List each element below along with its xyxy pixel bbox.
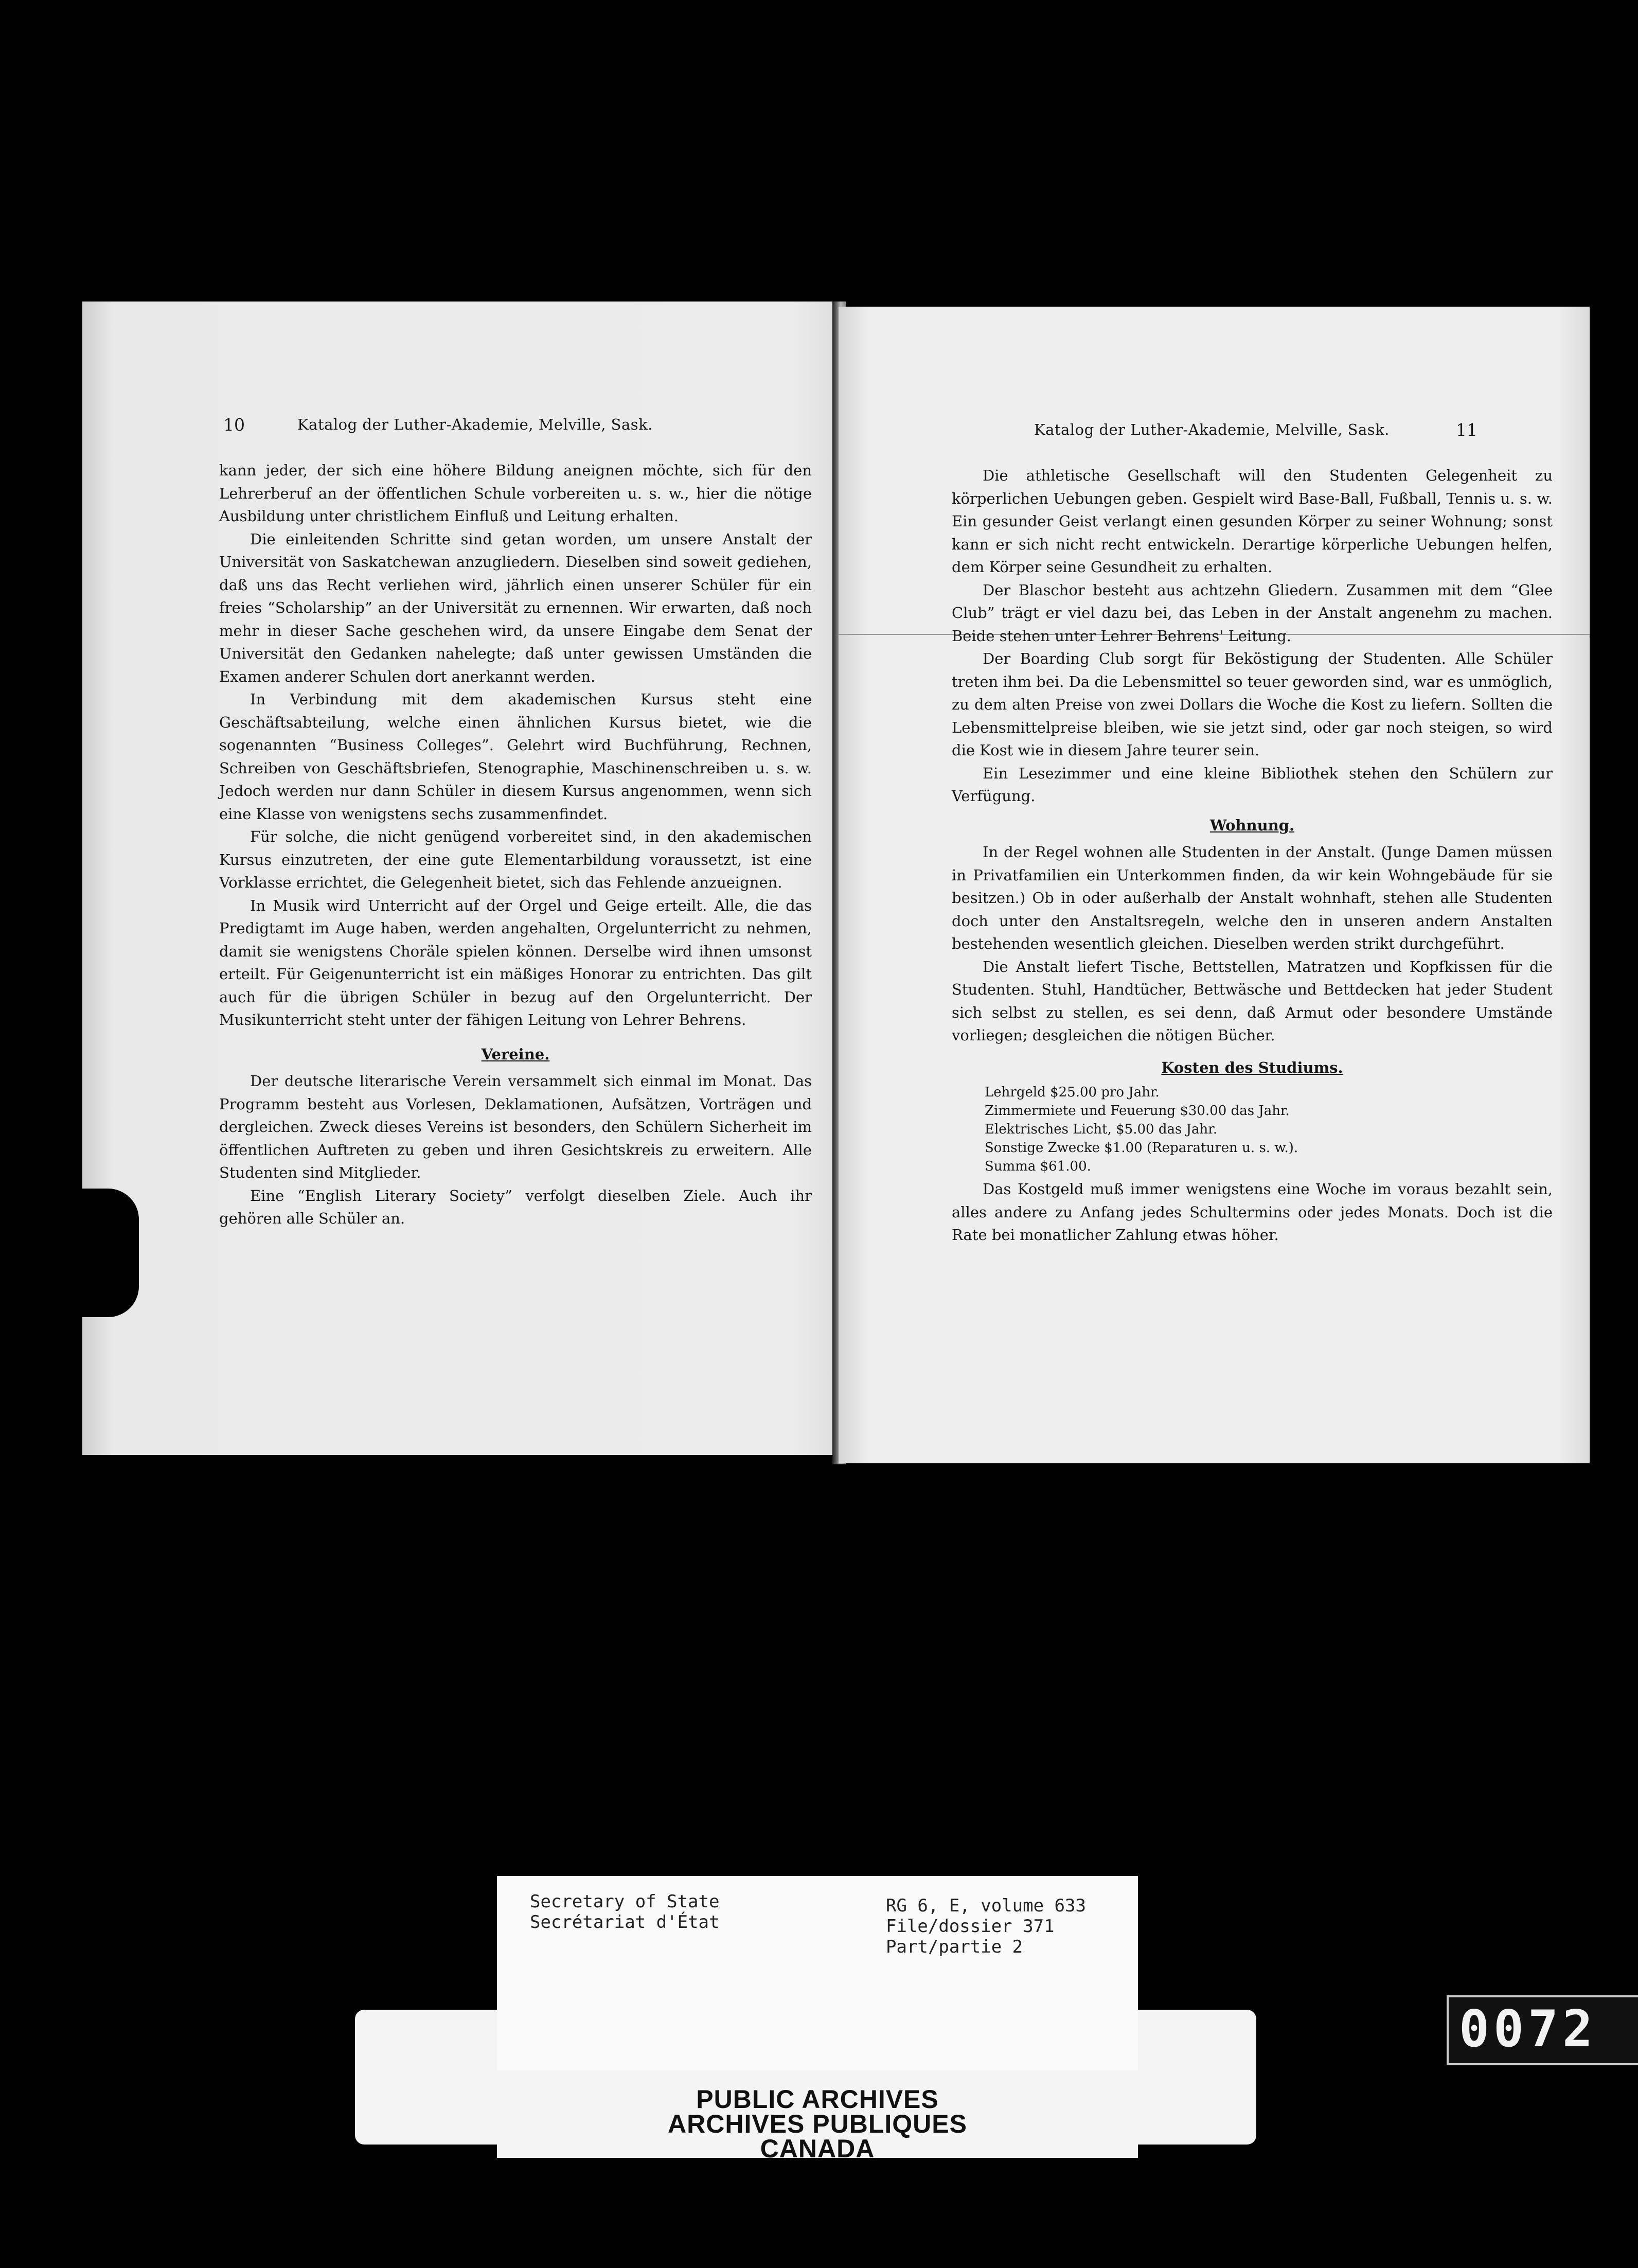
paragraph: Der deutsche literarische Verein versammelt sich einmal im Monat. Das Programm besteht aus Vorlesen, Deklamationen, Aufsätzen, Vorträgen und dergleichen. Zweck dieses Vereins ist besonders, den Schülern Sicherheit im öffentlichen Auftreten zu geben und ihren Gesichtskreis zu erweitern. Alle Studenten sind Mitglieder. bbox=[219, 1072, 812, 1181]
archive-stamp bbox=[497, 2070, 1138, 2163]
paragraph: Der Blaschor besteht aus achtzehn Gliedern. Zusammen mit dem “Glee Club” trägt er viel dazu bei, das Leben in der Anstalt angenehm zu machen. Beide stehen unter Lehrer Behrens' Leitung. bbox=[952, 581, 1553, 645]
paragraph: kann jeder, der sich eine höhere Bildung aneignen möchte, sich für den Lehrerberuf an der öffentlichen Schule vorbereiten u. s. w., hier die nötige Ausbildung unter christlichem Einfluß und Leitung erhalten. bbox=[219, 462, 812, 525]
section-heading-vereine: Vereine. bbox=[481, 1045, 550, 1063]
department-fr: Secrétariat d'État bbox=[530, 1912, 720, 1933]
paragraph: Die athletische Gesellschaft will den Studenten Gelegenheit zu körperlichen Uebungen geben. Gespielt wird Base-Ball, Fußball, Tennis u. s. w. Ein gesunder Geist verlangt einen gesunden Körper zu seiner Wohnung; sonst kann er sich nicht recht entwickeln. Derartige körperliche Uebungen helfen, dem Körper seine Gesundheit zu erhalten. bbox=[952, 467, 1553, 576]
cost-item: Sonstige Zwecke $1.00 (Reparaturen u. s. w.). bbox=[985, 1140, 1298, 1156]
part-reference: Part/partie 2 bbox=[886, 1937, 1023, 1957]
binding-clip bbox=[77, 1189, 139, 1317]
section-heading-wohnung: Wohnung. bbox=[1209, 816, 1295, 834]
right-page bbox=[839, 307, 1590, 1463]
cost-item: Zimmermiete und Feuerung $30.00 das Jahr. bbox=[985, 1103, 1290, 1119]
record-group-reference: RG 6, E, volume 633 bbox=[886, 1895, 1086, 1916]
paragraph: Der Boarding Club sorgt für Beköstigung der Studenten. Alle Schüler treten ihm bei. Da die Lebensmittel so teuer geworden sind, war es unmöglich, zu dem alten Preise von zwei Dollars die Woche die Kost zu liefern. Sollten die Lebensmittelpreise bleiben, wie sie jetzt sind, oder gar noch steigen, so wird die Kost wie in diesem Jahre teurer sein. bbox=[952, 650, 1553, 759]
microfilm-frame-number: 0072 bbox=[1447, 1995, 1638, 2065]
paragraph: In Verbindung mit dem akademischen Kursus steht eine Geschäftsabteilung, welche einen ähnlichen Kursus bietet, wie die sogenannten “Business Colleges”. Gelehrt wird Buchführung, Rechnen, Schreiben von Geschäftsbriefen, Stenographie, Maschinenschreiben u. s. w. Jedoch werden nur dann Schüler in diesem Kursus angenommen, wenn sich eine Klasse von wenigstens sechs zusammenfindet. bbox=[219, 690, 812, 823]
file-reference: File/dossier 371 bbox=[886, 1916, 1055, 1937]
right-page-body bbox=[952, 464, 1553, 1247]
stamp-line-fr: ARCHIVES PUBLIQUES bbox=[668, 2110, 967, 2138]
page-number-right: 11 bbox=[1456, 420, 1477, 440]
costs-list bbox=[985, 1083, 1553, 1176]
running-head-left: Katalog der Luther-Akademie, Melville, Sask. bbox=[297, 416, 653, 433]
cost-item: Summa $61.00. bbox=[985, 1159, 1091, 1174]
paragraph: Eine “English Literary Society” verfolgt dieselben Ziele. Auch ihr gehören alle Schüler an. bbox=[219, 1186, 812, 1227]
left-page bbox=[82, 302, 839, 1455]
cost-item: Elektrisches Licht, $5.00 das Jahr. bbox=[985, 1122, 1218, 1137]
paragraph: Die Anstalt liefert Tische, Bettstellen, Matratzen und Kopfkissen für die Studenten. Stuhl, Handtücher, Bettwäsche und Bettdecken hat jeder Student sich selbst zu stellen, es sei denn, daß Armut oder besondere Umstände vorliegen; desgleichen die nötigen Bücher. bbox=[952, 958, 1553, 1044]
stamp-line-country: CANADA bbox=[760, 2134, 875, 2163]
stamp-line-en: PUBLIC ARCHIVES bbox=[696, 2085, 939, 2114]
paragraph: In Musik wird Unterricht auf der Orgel und Geige erteilt. Alle, die das Predigtamt im Auge haben, werden angehalten, Orgelunterricht zu nehmen, damit sie wenigstens Choräle spielen können. Derselbe wird ihnen umsonst erteilt. Für Geigenunterricht ist ein mäßiges Honorar zu entrichten. Das gilt auch für die übrigen Schüler in bezug auf den Orgelunterricht. Der Musikunterricht steht unter der fähigen Leitung von Lehrer Behrens. bbox=[219, 896, 812, 1029]
paragraph: Die einleitenden Schritte sind getan worden, um unsere Anstalt der Universität von Saskatchewan anzugliedern. Dieselben sind soweit gediehen, daß uns das Recht verliehen wird, jährlich einen unserer Schüler für ein freies “Scholarship” an der Universität zu ernennen. Wir erwarten, daß noch mehr in dieser Sache geschehen wird, da unsere Eingabe dem Senat der Universität den Gedanken nahelegte; daß unter gewissen Umständen die Examen anderer Schulen dort anerkannt werden. bbox=[219, 530, 812, 685]
left-page-body bbox=[219, 459, 812, 1230]
paragraph: Ein Lesezimmer und eine kleine Bibliothek stehen den Schülern zur Verfügung. bbox=[952, 764, 1553, 805]
section-heading-kosten: Kosten des Studiums. bbox=[1161, 1058, 1343, 1076]
paragraph: In der Regel wohnen alle Studenten in der Anstalt. (Junge Damen müssen in Privatfamilien ein Unterkommen finden, da wir kein Wohngebäude für sie besitzen.) Ob in oder außerhalb der Anstalt wohnhaft, stehen alle Studenten doch unter den Anstaltsregeln, welche den in unseren andern Anstalten bestehenden wesentlich gleichen. Dieselben werden strikt durchgeführt. bbox=[952, 843, 1553, 952]
paragraph: Das Kostgeld muß immer wenigstens eine Woche im voraus bezahlt sein, alles andere zu Anfang jedes Schultermins oder jedes Monats. Doch ist die Rate bei monatlicher Zahlung etwas höher. bbox=[952, 1180, 1553, 1244]
cost-item: Lehrgeld $25.00 pro Jahr. bbox=[985, 1085, 1160, 1100]
paragraph: Für solche, die nicht genügend vorbereitet sind, in den akademischen Kursus einzutreten, der eine gute Elementarbildung voraussetzt, ist eine Vorklasse errichtet, die Gelegenheit bietet, sich das Fehlende anzueignen. bbox=[219, 828, 812, 891]
page-number-left: 10 bbox=[223, 415, 245, 435]
archive-reference-card bbox=[497, 1876, 1138, 2070]
department-en: Secretary of State bbox=[530, 1891, 720, 1912]
running-head-right: Katalog der Luther-Akademie, Melville, Sask. bbox=[1034, 421, 1390, 438]
